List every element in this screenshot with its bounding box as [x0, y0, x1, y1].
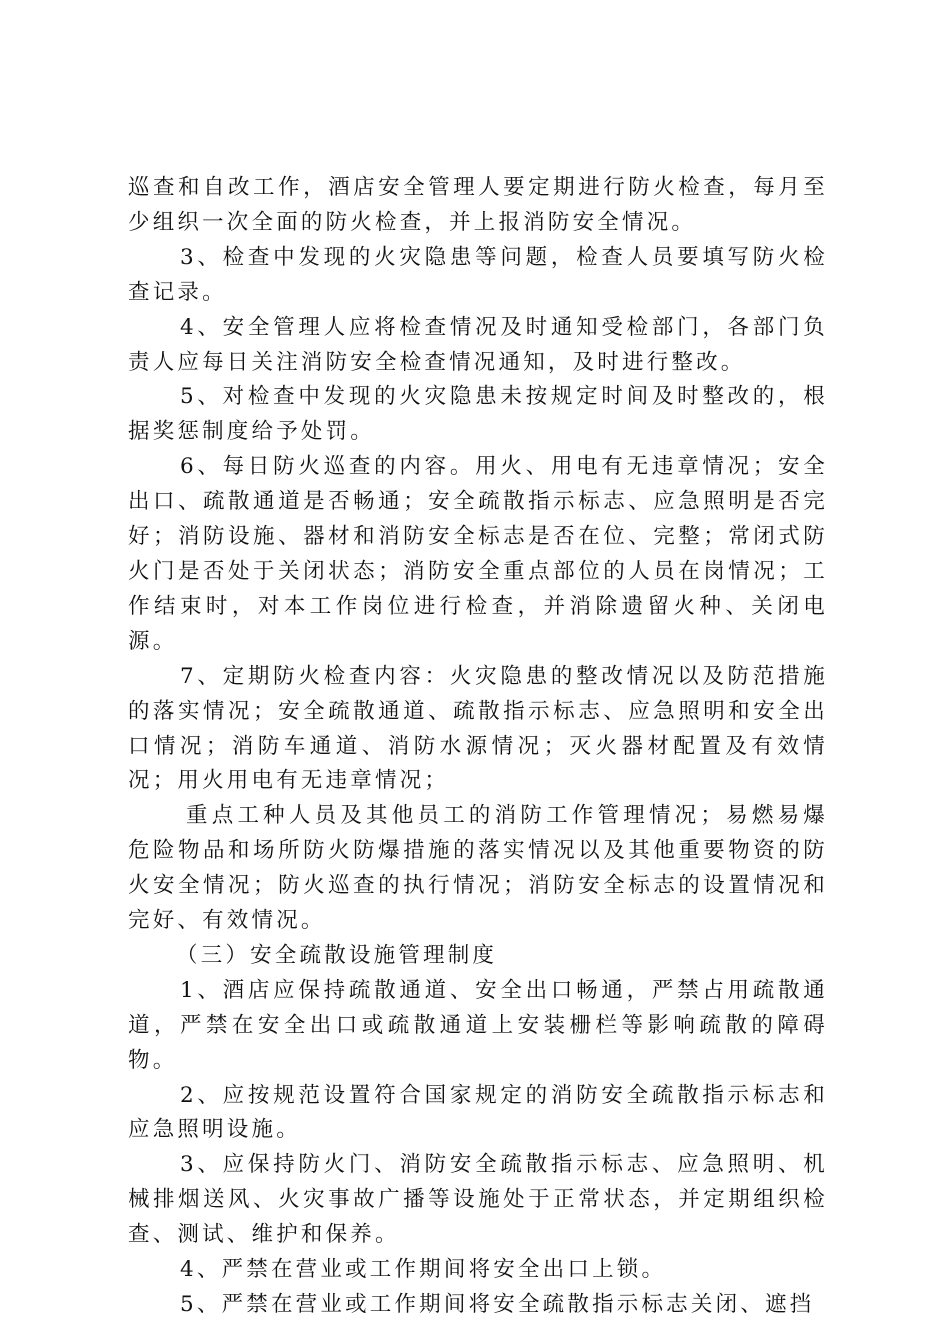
paragraph-item-7-continued: 重点工种人员及其他员工的消防工作管理情况；易燃易爆危险物品和场所防火防爆措施的落实情况以及其他重要物资的防火安全情况；防火巡查的执行情况；消防安全标志的设置情况和完好、有效情况。	[128, 803, 828, 934]
paragraph-item-5: 5、对检查中发现的火灾隐患未按规定时间及时整改的，根据奖惩制度给予处罚。	[128, 384, 828, 445]
paragraph-item-6: 6、每日防火巡查的内容。用火、用电有无违章情况；安全出口、疏散通道是否畅通；安全疏散指示标志、应急照明是否完好；消防设施、器材和消防安全标志是否在位、完整；常闭式防火门是否处于关闭状态；消防安全重点部位的人员在岗情况；工作结束时，对本工作岗位进行检查，并消除遗留火种、关闭电源。	[128, 454, 828, 654]
paragraph-item-4: 4、安全管理人应将检查情况及时通知受检部门，各部门负责人应每日关注消防安全检查情况通知，及时进行整改。	[128, 314, 828, 375]
paragraph-evacuation-4: 4、严禁在营业或工作期间将安全出口上锁。	[180, 1257, 667, 1283]
paragraph-item-3: 3、检查中发现的火灾隐患等问题，检查人员要填写防火检查记录。	[128, 244, 828, 305]
paragraph-evacuation-5: 5、严禁在营业或工作期间将安全疏散指示标志关闭、遮挡	[180, 1292, 815, 1317]
paragraph-evacuation-1: 1、酒店应保持疏散通道、安全出口畅通，严禁占用疏散通道，严禁在安全出口或疏散通道上安装栅栏等影响疏散的障碍物。	[128, 977, 828, 1073]
section-heading-evacuation: （三）安全疏散设施管理制度	[176, 942, 498, 968]
paragraph-item-7: 7、定期防火检查内容：火灾隐患的整改情况以及防范措施的落实情况；安全疏散通道、疏散指示标志、应急照明和安全出口情况；消防车通道、消防水源情况；灭火器材配置及有效情况；用火用电有无违章情况；	[128, 663, 828, 794]
paragraph-evacuation-2: 2、应按规范设置符合国家规定的消防安全疏散指示标志和应急照明设施。	[128, 1082, 828, 1143]
paragraph-evacuation-3: 3、应保持防火门、消防安全疏散指示标志、应急照明、机械排烟送风、火灾事故广播等设施处于正常状态，并定期组织检查、测试、维护和保养。	[128, 1152, 828, 1248]
document-body	[128, 171, 828, 1323]
paragraph-patrol-continuation: 巡查和自改工作，酒店安全管理人要定期进行防火检查，每月至少组织一次全面的防火检查，并上报消防安全情况。	[128, 175, 828, 235]
